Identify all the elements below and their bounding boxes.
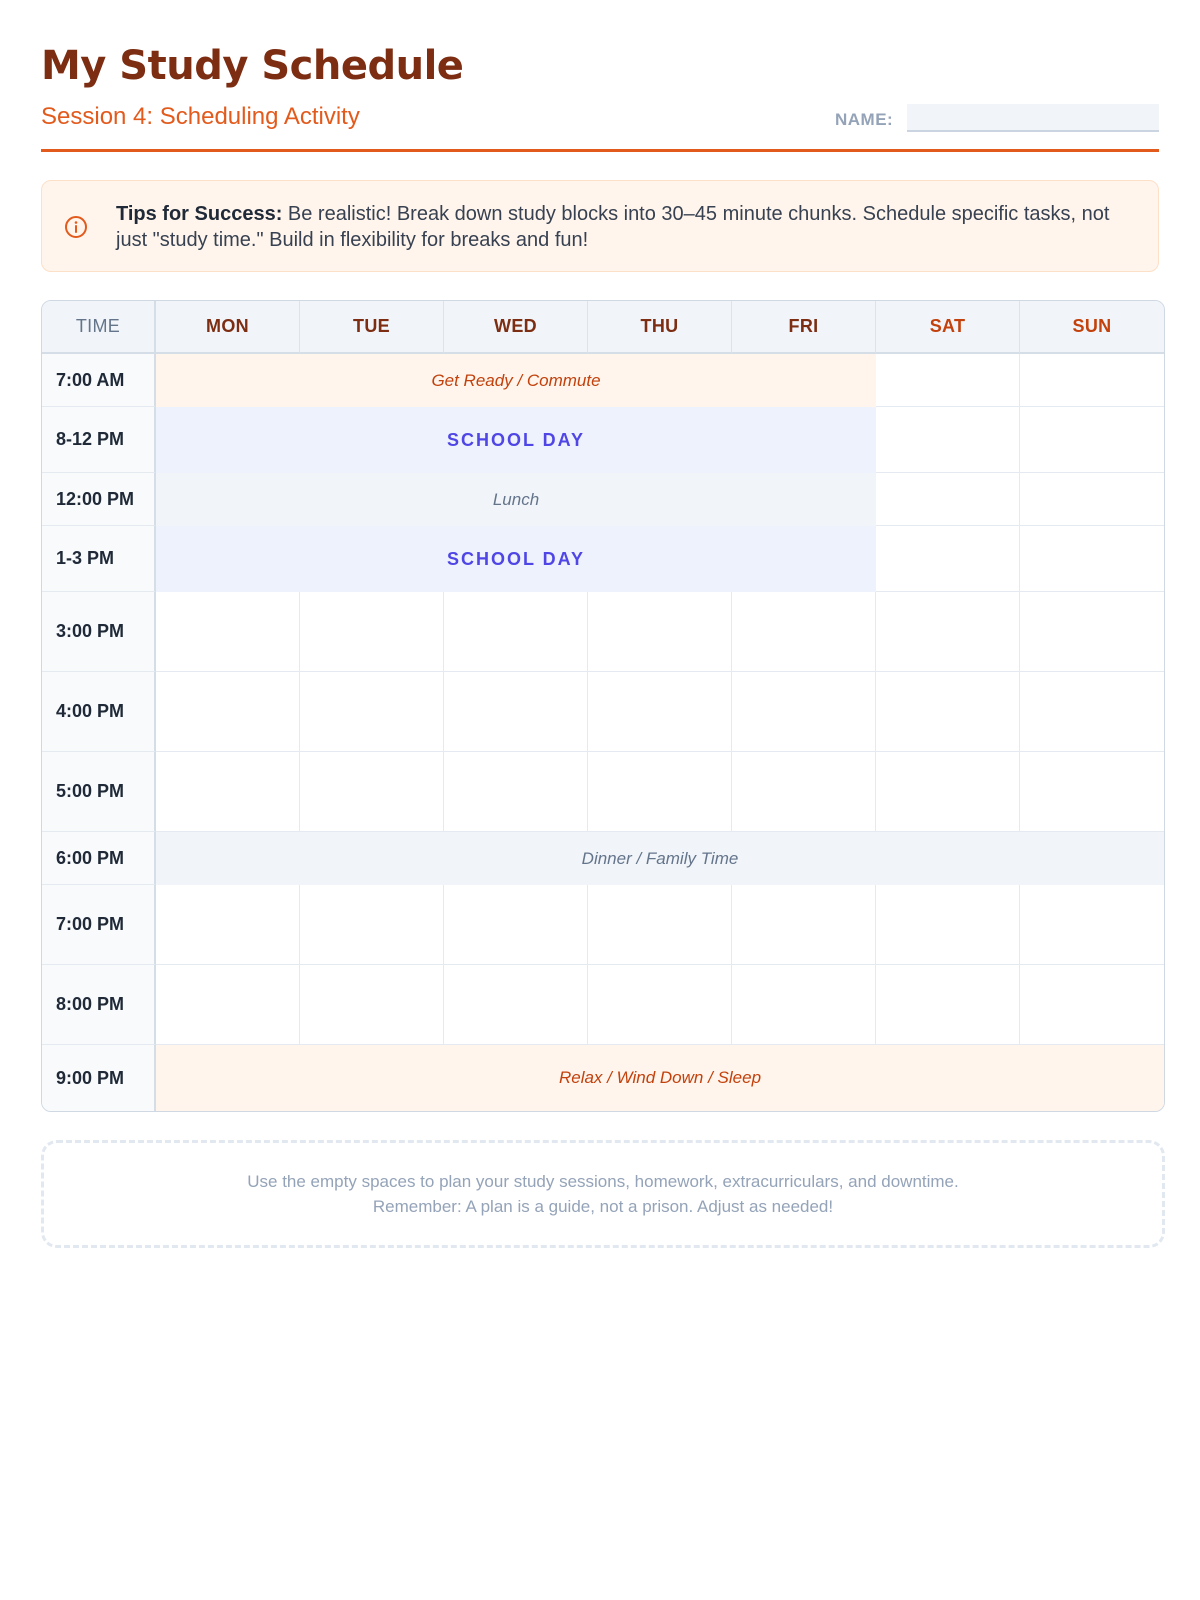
time-label: 1-3 PM: [42, 526, 156, 592]
schedule-cell[interactable]: [1020, 885, 1164, 965]
day-header-sat: SAT: [876, 301, 1020, 354]
schedule-cell[interactable]: [732, 752, 876, 832]
schedule-cell[interactable]: [300, 752, 444, 832]
schedule-cell[interactable]: [732, 672, 876, 752]
schedule-cell[interactable]: [1020, 407, 1164, 473]
schedule-cell[interactable]: [732, 885, 876, 965]
schedule-cell[interactable]: [444, 885, 588, 965]
schedule-cell[interactable]: [444, 965, 588, 1045]
time-label: 3:00 PM: [42, 592, 156, 672]
tips-text: [116, 201, 1134, 253]
day-header-sun: SUN: [1020, 301, 1164, 354]
schedule-cell[interactable]: [156, 592, 300, 672]
day-header-mon: MON: [156, 301, 300, 354]
schedule-cell[interactable]: [444, 672, 588, 752]
page-header: [41, 40, 1159, 152]
day-header-fri: FRI: [732, 301, 876, 354]
time-label: 4:00 PM: [42, 672, 156, 752]
info-icon: [64, 215, 88, 239]
schedule-cell[interactable]: [1020, 672, 1164, 752]
schedule-cell[interactable]: [444, 592, 588, 672]
day-header-tue: TUE: [300, 301, 444, 354]
schedule-cell[interactable]: [300, 672, 444, 752]
time-label: 5:00 PM: [42, 752, 156, 832]
tips-callout: [41, 180, 1159, 272]
schedule-cell[interactable]: [156, 752, 300, 832]
footer-note-line: Use the empty spaces to plan your study sessions, homework, extracurriculars, and downtime.: [247, 1172, 959, 1191]
schedule-cell[interactable]: [156, 672, 300, 752]
day-header-thu: THU: [588, 301, 732, 354]
name-label: NAME:: [835, 110, 894, 129]
schedule-cell[interactable]: [588, 592, 732, 672]
schedule-cell[interactable]: [1020, 592, 1164, 672]
time-label: 7:00 AM: [42, 354, 156, 407]
schedule-cell[interactable]: [876, 407, 1020, 473]
tips-lead: Tips for Success:: [116, 203, 283, 225]
schedule-cell[interactable]: [156, 965, 300, 1045]
schedule-cell[interactable]: [732, 965, 876, 1045]
time-label: 6:00 PM: [42, 832, 156, 885]
day-header-wed: WED: [444, 301, 588, 354]
schedule-cell[interactable]: [588, 752, 732, 832]
tips-body: Be realistic! Break down study blocks into 30–45 minute chunks. Schedule specific tasks, not just "study time." Build in flexibility for breaks and fun!: [116, 203, 1110, 251]
lunch-block: Lunch: [156, 473, 876, 526]
schedule-cell[interactable]: [876, 354, 1020, 407]
schedule-cell[interactable]: [300, 885, 444, 965]
school-day-block: SCHOOL DAY: [156, 407, 876, 473]
school-day-block: SCHOOL DAY: [156, 526, 876, 592]
schedule-cell[interactable]: [876, 473, 1020, 526]
schedule-cell[interactable]: [588, 885, 732, 965]
schedule-cell[interactable]: [876, 672, 1020, 752]
time-column-header: TIME: [42, 301, 156, 354]
footer-note: [41, 1140, 1165, 1248]
name-block: [835, 104, 1159, 134]
schedule-cell[interactable]: [1020, 526, 1164, 592]
schedule-cell[interactable]: [876, 752, 1020, 832]
schedule-cell[interactable]: [1020, 473, 1164, 526]
page-title: My Study Schedule: [41, 43, 464, 89]
schedule-cell[interactable]: [1020, 752, 1164, 832]
schedule-grid: [41, 300, 1165, 1112]
schedule-cell[interactable]: [876, 526, 1020, 592]
schedule-cell[interactable]: [444, 752, 588, 832]
schedule-cell[interactable]: [876, 885, 1020, 965]
schedule-cell[interactable]: [300, 592, 444, 672]
commute-block: Get Ready / Commute: [156, 354, 876, 407]
time-label: 8-12 PM: [42, 407, 156, 473]
time-label: 8:00 PM: [42, 965, 156, 1045]
name-field[interactable]: [907, 104, 1159, 132]
dinner-block: Dinner / Family Time: [156, 832, 1164, 885]
schedule-cell[interactable]: [1020, 354, 1164, 407]
time-label: 7:00 PM: [42, 885, 156, 965]
footer-note-line: Remember: A plan is a guide, not a prison. Adjust as needed!: [372, 1197, 834, 1216]
schedule-cell[interactable]: [1020, 965, 1164, 1045]
relax-block: Relax / Wind Down / Sleep: [156, 1045, 1164, 1111]
schedule-cell[interactable]: [732, 592, 876, 672]
schedule-cell[interactable]: [156, 885, 300, 965]
schedule-cell[interactable]: [588, 965, 732, 1045]
schedule-cell[interactable]: [876, 965, 1020, 1045]
time-label: 12:00 PM: [42, 473, 156, 526]
page-subtitle: Session 4: Scheduling Activity: [41, 103, 360, 130]
schedule-cell[interactable]: [876, 592, 1020, 672]
schedule-cell[interactable]: [300, 965, 444, 1045]
time-label: 9:00 PM: [42, 1045, 156, 1111]
schedule-cell[interactable]: [588, 672, 732, 752]
